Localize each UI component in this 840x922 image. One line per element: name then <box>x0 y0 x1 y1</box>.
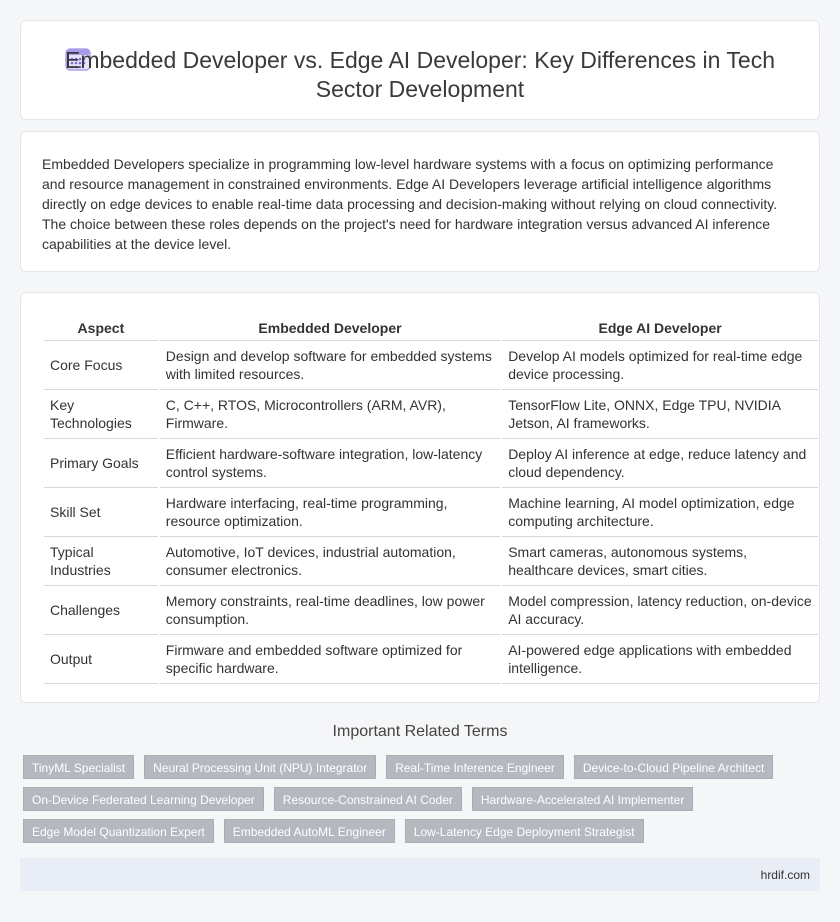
tag-low-latency-deployment-strategist[interactable]: Low-Latency Edge Deployment Strategist <box>405 819 644 843</box>
row-aspect: Primary Goals <box>44 439 158 488</box>
row-embedded: Firmware and embedded software optimized for specific hardware. <box>160 635 500 684</box>
title-card <box>20 20 820 120</box>
row-aspect: Skill Set <box>44 488 158 537</box>
intro-paragraph: Embedded Developers specialize in programming low-level hardware systems with a focus on optimizing performance and resource management in constrained environments. Edge AI Developers leverage artificial intelligence algorithms directly on edge devices to enable real-time data processing and decision-making without relying on cloud connectivity. The choice between these roles depends on the project's need for hardware integration versus advanced AI inference capabilities at the device level. <box>42 156 778 252</box>
related-terms-heading: Important Related Terms <box>332 723 508 740</box>
row-edge-ai: TensorFlow Lite, ONNX, Edge TPU, NVIDIA Jetson, AI frameworks. <box>502 390 818 439</box>
comparison-card <box>20 292 820 703</box>
table-row <box>44 586 818 635</box>
row-edge-ai: Deploy AI inference at edge, reduce latency and cloud dependency. <box>502 439 818 488</box>
row-embedded: Hardware interfacing, real-time programming, resource optimization. <box>160 488 500 537</box>
tag-row <box>20 819 820 843</box>
row-aspect: Output <box>44 635 158 684</box>
tag-device-to-cloud-architect[interactable]: Device-to-Cloud Pipeline Architect <box>574 755 773 779</box>
row-aspect: Key Technologies <box>44 390 158 439</box>
row-embedded: C, C++, RTOS, Microcontrollers (ARM, AVR), Firmware. <box>160 390 500 439</box>
comparison-table <box>42 315 820 684</box>
row-edge-ai: Smart cameras, autonomous systems, healthcare devices, smart cities. <box>502 537 818 586</box>
column-header-edge-ai: Edge AI Developer <box>502 315 818 341</box>
tag-npu-integrator[interactable]: Neural Processing Unit (NPU) Integrator <box>144 755 376 779</box>
footer-site-link[interactable]: hrdif.com <box>760 868 810 882</box>
tag-federated-learning-developer[interactable]: On-Device Federated Learning Developer <box>23 787 264 811</box>
tag-edge-model-quantization-expert[interactable]: Edge Model Quantization Expert <box>23 819 214 843</box>
row-edge-ai: Develop AI models optimized for real-time edge device processing. <box>502 341 818 390</box>
row-aspect: Core Focus <box>44 341 158 390</box>
footer <box>20 858 820 891</box>
table-row <box>44 390 818 439</box>
table-row <box>44 635 818 684</box>
table-row <box>44 341 818 390</box>
table-row <box>44 537 818 586</box>
tag-hardware-accelerated-ai-implementer[interactable]: Hardware-Accelerated AI Implementer <box>472 787 693 811</box>
table-header-row <box>44 315 818 341</box>
tag-row <box>20 787 820 811</box>
intro-card <box>20 131 820 272</box>
row-embedded: Automotive, IoT devices, industrial automation, consumer electronics. <box>160 537 500 586</box>
page-title: Embedded Developer vs. Edge AI Developer: Key Differences in Tech Sector Development <box>64 47 775 102</box>
row-aspect: Typical Industries <box>44 537 158 586</box>
tag-tinyml-specialist[interactable]: TinyML Specialist <box>23 755 134 779</box>
row-edge-ai: AI-powered edge applications with embedded intelligence. <box>502 635 818 684</box>
row-edge-ai: Model compression, latency reduction, on-device AI accuracy. <box>502 586 818 635</box>
tag-embedded-automl-engineer[interactable]: Embedded AutoML Engineer <box>224 819 395 843</box>
related-terms-tags <box>20 755 820 851</box>
column-header-embedded: Embedded Developer <box>160 315 500 341</box>
tag-row <box>20 755 820 779</box>
row-edge-ai: Machine learning, AI model optimization, edge computing architecture. <box>502 488 818 537</box>
row-embedded: Efficient hardware-software integration, low-latency control systems. <box>160 439 500 488</box>
tag-real-time-inference-engineer[interactable]: Real-Time Inference Engineer <box>386 755 564 779</box>
table-row <box>44 488 818 537</box>
column-header-aspect: Aspect <box>44 315 158 341</box>
tag-resource-constrained-ai-coder[interactable]: Resource-Constrained AI Coder <box>274 787 462 811</box>
row-embedded: Memory constraints, real-time deadlines, low power consumption. <box>160 586 500 635</box>
table-row <box>44 439 818 488</box>
row-aspect: Challenges <box>44 586 158 635</box>
row-embedded: Design and develop software for embedded systems with limited resources. <box>160 341 500 390</box>
